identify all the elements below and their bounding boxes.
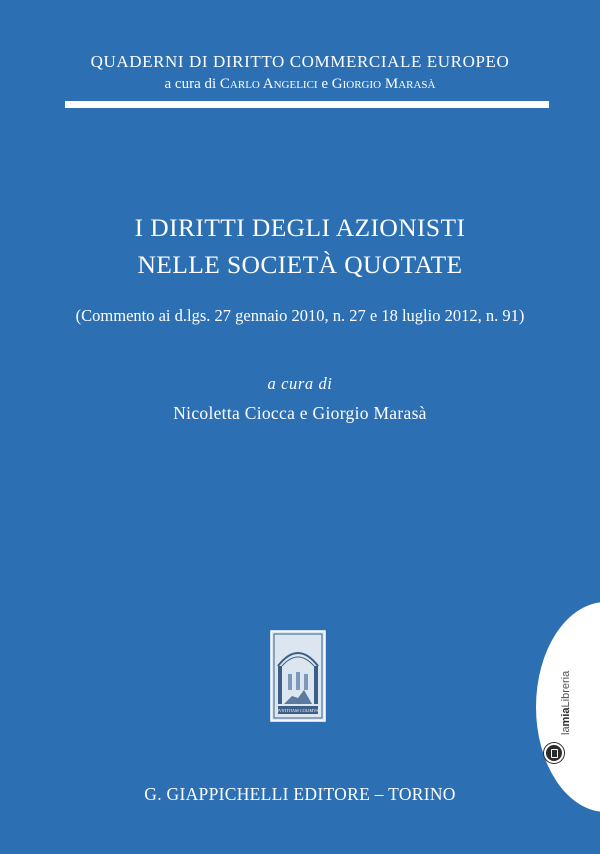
- publisher-name: G. GIAPPICHELLI EDITORE – TORINO: [144, 784, 456, 804]
- book-title-line-1: I DIRITTI DEGLI AZIONISTI: [134, 213, 466, 242]
- series-editor-1: Carlo Angelici: [219, 76, 318, 92]
- series-title: QUADERNI DI DIRITTO COMMERCIALE EUROPEO: [90, 52, 510, 71]
- series-editors: [0, 76, 600, 93]
- lamialibreria-book-icon[interactable]: [544, 743, 564, 763]
- curated-by-label: a cura di: [267, 374, 333, 393]
- curators: Nicoletta Ciocca e Giorgio Marasà: [173, 403, 427, 423]
- header-rule: [65, 101, 549, 108]
- series-editors-prefix: a cura di: [164, 76, 220, 92]
- book-title: [0, 209, 600, 283]
- publisher-logo-motto: IVSTITIAM COLIMVS: [277, 708, 319, 713]
- series-editor-2: Giorgio Marasà: [331, 76, 436, 92]
- book-title-line-2: NELLE SOCIETÀ QUOTATE: [137, 250, 463, 279]
- publisher-logo-icon: [270, 630, 326, 722]
- series-editors-conjunction: e: [317, 76, 332, 92]
- lamialibreria-badge-text[interactable]: lamiaLibreria: [560, 670, 572, 735]
- book-subtitle: (Commento ai d.lgs. 27 gennaio 2010, n. 27 e 18 luglio 2012, n. 91): [75, 306, 525, 325]
